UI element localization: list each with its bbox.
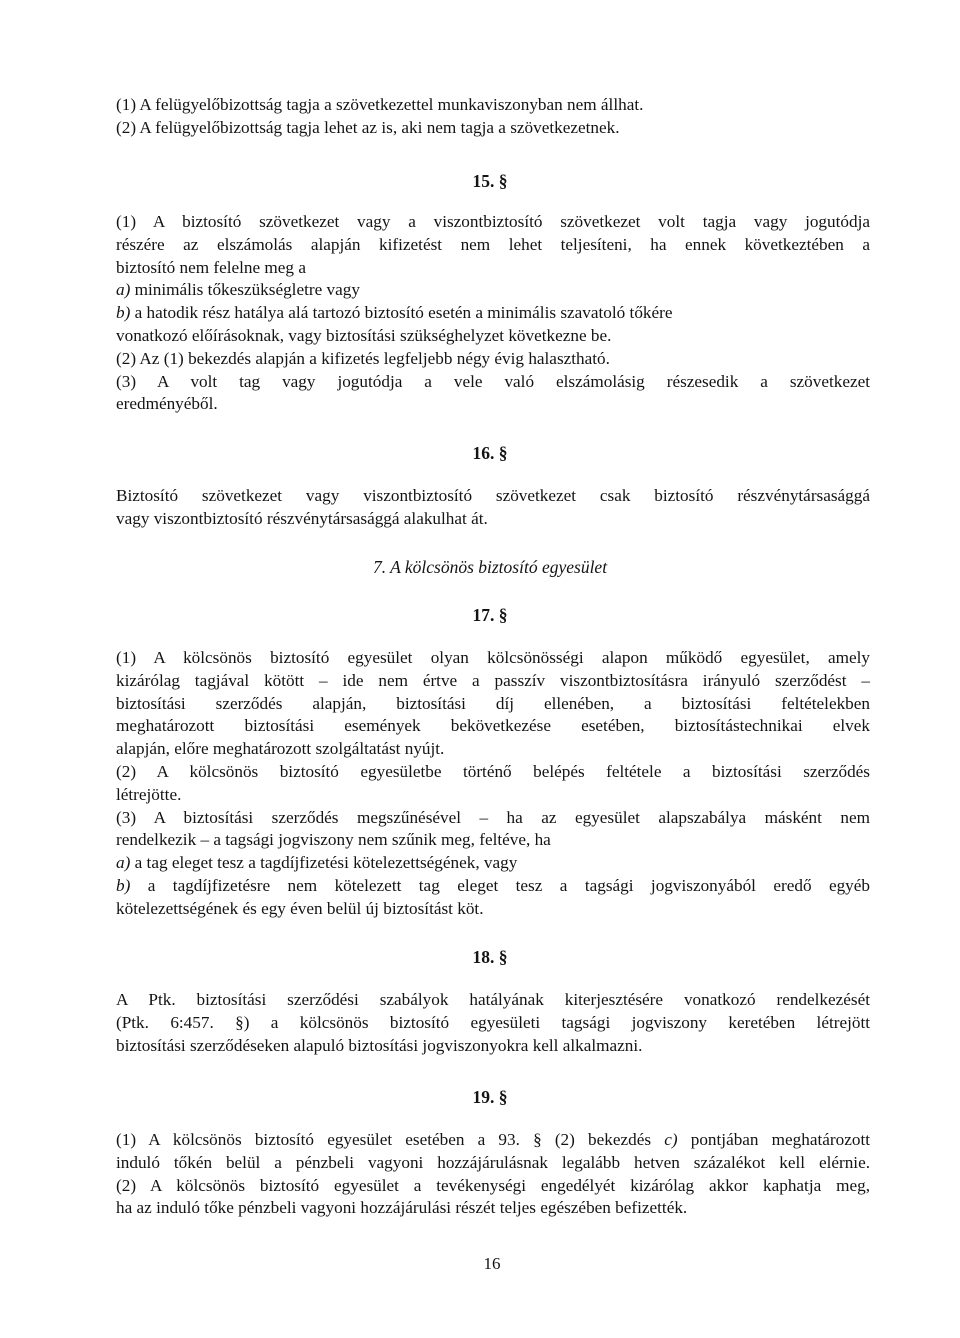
text-line xyxy=(116,829,870,852)
text-line xyxy=(116,647,870,670)
text-line xyxy=(116,898,870,921)
list-marker: a) xyxy=(116,280,131,300)
section-heading: 16. § xyxy=(472,443,508,463)
text-line xyxy=(116,784,870,807)
line-text: induló tőkén belül a pénzbeli vagyoni hozzájárulásnak legalább hetven százalékot kell elérnie. xyxy=(116,1152,870,1172)
line-text: (3) A biztosítási szerződés megszűnésével – ha az egyesület alapszabálya másként nem xyxy=(116,807,870,827)
text-line xyxy=(116,325,870,348)
list-marker: a) xyxy=(116,853,131,873)
text-line xyxy=(116,1175,870,1198)
text-line xyxy=(116,279,870,302)
page-number: 16 xyxy=(483,1254,501,1273)
text-line xyxy=(116,693,870,716)
line-text: (2) A kölcsönös biztosító egyesület a tevékenységi engedélyét kizárólag akkor kaphatja meg, xyxy=(116,1175,870,1195)
line-text: biztosítási szerződéseken alapuló biztosítási jogviszonyokra kell alkalmazni. xyxy=(116,1035,643,1055)
text-line xyxy=(116,989,870,1012)
line-text: rendelkezik – a tagsági jogviszony nem szűnik meg, feltéve, ha xyxy=(116,830,551,850)
line-text: vagy viszontbiztosító részvénytársasággá alakulhat át. xyxy=(116,508,488,528)
line-text: (Ptk. 6:457. §) a kölcsönös biztosító egyesületi tagsági jogviszony keretében létrejött xyxy=(116,1012,870,1032)
line-text: meghatározott biztosítási események bekövetkezése esetében, biztosítástechnikai elvek xyxy=(116,716,870,736)
point-reference: c) xyxy=(664,1130,678,1149)
text-line xyxy=(116,234,870,257)
text-line xyxy=(116,807,870,830)
text-line xyxy=(116,393,870,416)
line-text: minimális tőkeszükségletre vagy xyxy=(130,280,360,300)
text-line xyxy=(116,738,870,761)
line-text: biztosító nem felelne meg a xyxy=(116,257,306,277)
text-line xyxy=(116,852,870,875)
text-line xyxy=(116,211,870,234)
line-text: a hatodik rész hatálya alá tartozó biztosító esetén a minimális szavatoló tőkére xyxy=(130,303,673,323)
line-text: (1) A felügyelőbizottság tagja a szövetkezettel munkaviszonyban nem állhat. xyxy=(116,95,644,114)
line-text: a tag eleget tesz a tagdíjfizetési kötelezettségének, vagy xyxy=(130,853,518,873)
paragraph xyxy=(116,485,870,531)
line-text: (2) Az (1) bekezdés alapján a kifizetés legfeljebb négy évig halasztható. xyxy=(116,348,610,368)
text-line xyxy=(116,1197,870,1220)
text-line xyxy=(116,761,870,784)
line-text: (1) A kölcsönös biztosító egyesület olyan kölcsönösségi alapon működő egyesület, amely xyxy=(116,648,870,667)
text-line xyxy=(116,348,870,371)
line-text: kötelezettségének és egy éven belül új biztosítást köt. xyxy=(116,898,484,918)
paragraph xyxy=(116,1129,870,1220)
line-text: létrejötte. xyxy=(116,784,182,804)
line-text: (2) A kölcsönös biztosító egyesületbe történő belépés feltétele a biztosítási szerződés xyxy=(116,761,870,781)
text-line xyxy=(116,485,870,508)
list-marker: b) xyxy=(116,303,131,323)
section-heading: 19. § xyxy=(472,1087,508,1107)
text-line xyxy=(116,117,870,140)
text-line xyxy=(116,257,870,280)
paragraph xyxy=(116,94,870,140)
text-line xyxy=(116,1129,870,1152)
line-text: A Ptk. biztosítási szerződési szabályok hatályának kiterjesztésére vonatkozó rendelkezését xyxy=(116,990,870,1009)
text-line xyxy=(116,670,870,693)
line-text: (1) A kölcsönös biztosító egyesület esetében a 93. § (2) bekezdés xyxy=(116,1130,665,1149)
text-line xyxy=(116,508,870,531)
line-text: (2) A felügyelőbizottság tagja lehet az is, aki nem tagja a szövetkezetnek. xyxy=(116,117,620,137)
line-text: biztosítási szerződés alapján, biztosítási díj ellenében, a biztosítási feltételekben xyxy=(116,693,870,713)
text-line xyxy=(116,875,870,898)
text-line xyxy=(116,1152,870,1175)
line-text: alapján, előre meghatározott szolgáltatást nyújt. xyxy=(116,739,445,759)
text-line xyxy=(116,94,870,117)
line-text: részére az elszámolás alapján kifizetést nem lehet teljesíteni, ha ennek következtében a xyxy=(116,234,870,254)
line-text: eredményéből. xyxy=(116,394,218,414)
section-heading: 18. § xyxy=(472,947,508,967)
paragraph xyxy=(116,989,870,1057)
line-text: (3) A volt tag vagy jogutódja a vele való elszámolásig részesedik a szövetkezet xyxy=(116,371,870,391)
text-line xyxy=(116,715,870,738)
text-line xyxy=(116,371,870,394)
line-text: (1) A biztosító szövetkezet vagy a viszontbiztosító szövetkezet volt tagja vagy jogutódja xyxy=(116,212,870,231)
section-heading: 17. § xyxy=(472,605,508,625)
list-marker: b) xyxy=(116,875,131,895)
text-line xyxy=(116,302,870,325)
line-text: kizárólag tagjával kötött – ide nem értve a passzív viszontbiztosításra irányuló szerződést – xyxy=(116,670,870,690)
section-heading: 15. § xyxy=(472,171,508,191)
text-line xyxy=(116,1012,870,1035)
line-text: vonatkozó előírásoknak, vagy biztosítási szükséghelyzet következne be. xyxy=(116,325,612,345)
paragraph xyxy=(116,647,870,921)
chapter-title: 7. A kölcsönös biztosító egyesület xyxy=(372,557,608,577)
line-text-rest: pontjában meghatározott xyxy=(677,1130,870,1149)
line-text: ha az induló tőke pénzbeli vagyoni hozzájárulási részét teljes egészében befizették. xyxy=(116,1198,688,1218)
paragraph xyxy=(116,211,870,416)
line-text: a tagdíjfizetésre nem kötelezett tag eleget tesz a tagsági jogviszonyából eredő egyéb xyxy=(130,875,870,895)
line-text: Biztosító szövetkezet vagy viszontbiztosító szövetkezet csak biztosító részvénytársasággá xyxy=(116,486,870,505)
text-line xyxy=(116,1035,870,1058)
